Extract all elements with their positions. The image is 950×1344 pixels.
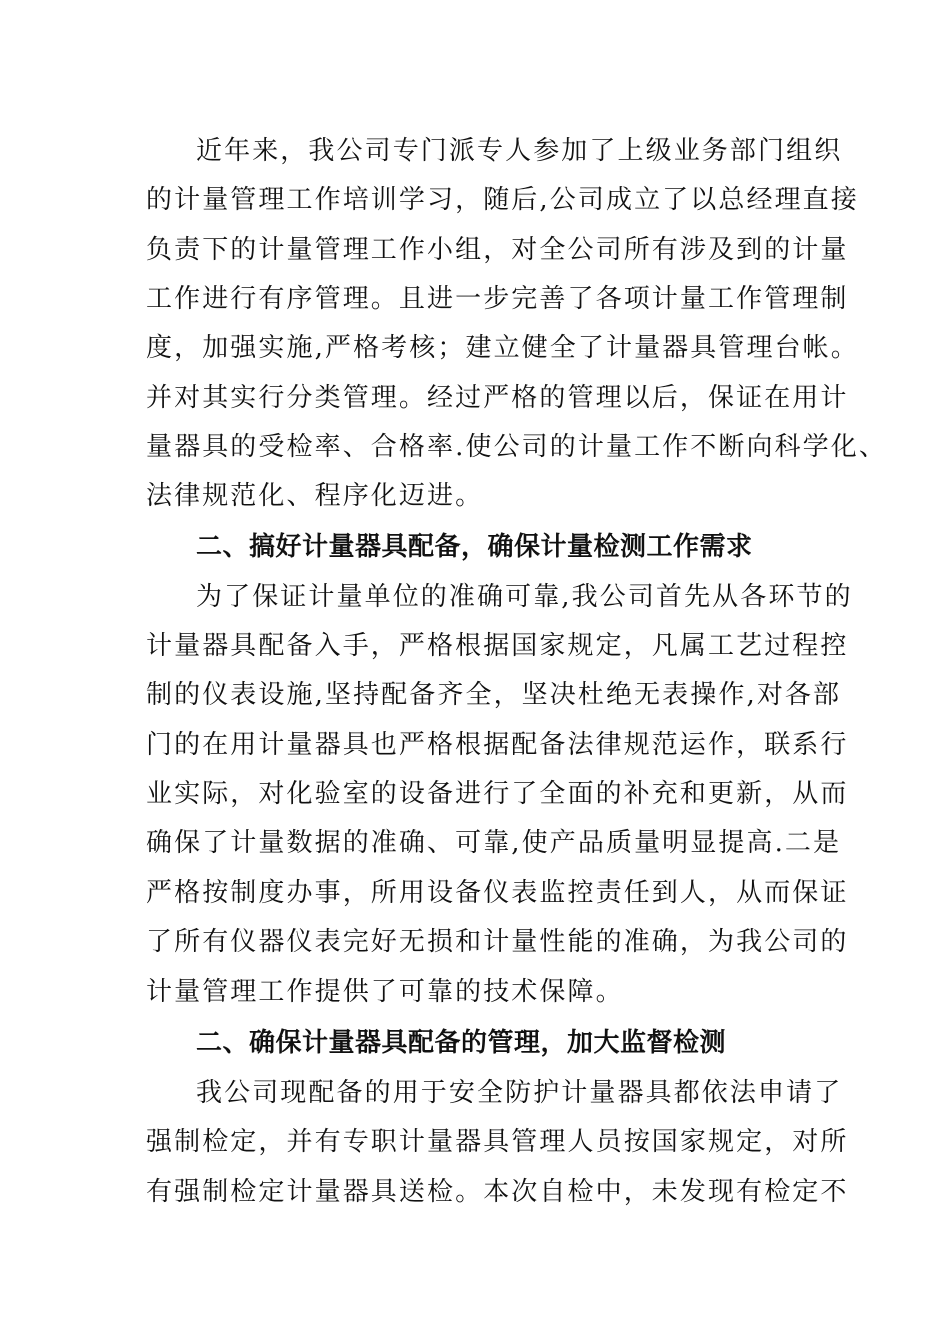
paragraph-line: 为了保证计量单位的准确可靠,我公司首先从各环节的 bbox=[196, 582, 853, 612]
paragraph-line: 严格按制度办事，所用设备仪表监控责任到人，从而保证 bbox=[146, 878, 849, 908]
section-heading: 二、搞好计量器具配备，确保计量检测工作需求 bbox=[196, 532, 753, 562]
section-heading: 二、确保计量器具配备的管理，加大监督检测 bbox=[196, 1028, 727, 1058]
paragraph-line: 度，加强实施,严格考核；建立健全了计量器具管理台帐。 bbox=[146, 333, 859, 363]
paragraph-line: 近年来，我公司专门派专人参加了上级业务部门组织 bbox=[196, 136, 843, 166]
paragraph-line: 的计量管理工作培训学习，随后,公司成立了以总经理直接 bbox=[146, 185, 859, 215]
paragraph-line: 并对其实行分类管理。经过严格的管理以后，保证在用计 bbox=[146, 383, 849, 413]
paragraph-line: 计量管理工作提供了可靠的技术保障。 bbox=[146, 977, 624, 1007]
paragraph-line: 我公司现配备的用于安全防护计量器具都依法申请了 bbox=[196, 1078, 843, 1108]
paragraph-line: 计量器具配备入手，严格根据国家规定，凡属工艺过程控 bbox=[146, 631, 849, 661]
paragraph-line: 负责下的计量管理工作小组，对全公司所有涉及到的计量 bbox=[146, 235, 849, 265]
paragraph-line: 门的在用计量器具也严格根据配备法律规范运作，联系行 bbox=[146, 730, 849, 760]
paragraph-line: 有强制检定计量器具送检。本次自检中，未发现有检定不 bbox=[146, 1177, 849, 1207]
paragraph-line: 工作进行有序管理。且进一步完善了各项计量工作管理制 bbox=[146, 284, 849, 314]
paragraph-line: 强制检定，并有专职计量器具管理人员按国家规定，对所 bbox=[146, 1127, 849, 1157]
paragraph-line: 量器具的受检率、合格率.使公司的计量工作不断向科学化、 bbox=[146, 432, 887, 462]
paragraph-line: 业实际，对化验室的设备进行了全面的补充和更新，从而 bbox=[146, 779, 849, 809]
paragraph-line: 法律规范化、程序化迈进。 bbox=[146, 481, 484, 511]
paragraph-line: 制的仪表设施,坚持配备齐全，坚决杜绝无表操作,对各部 bbox=[146, 680, 842, 710]
paragraph-line: 确保了计量数据的准确、可靠,使产品质量明显提高.二是 bbox=[146, 828, 842, 858]
paragraph-line: 了所有仪器仪表完好无损和计量性能的准确，为我公司的 bbox=[146, 927, 849, 957]
